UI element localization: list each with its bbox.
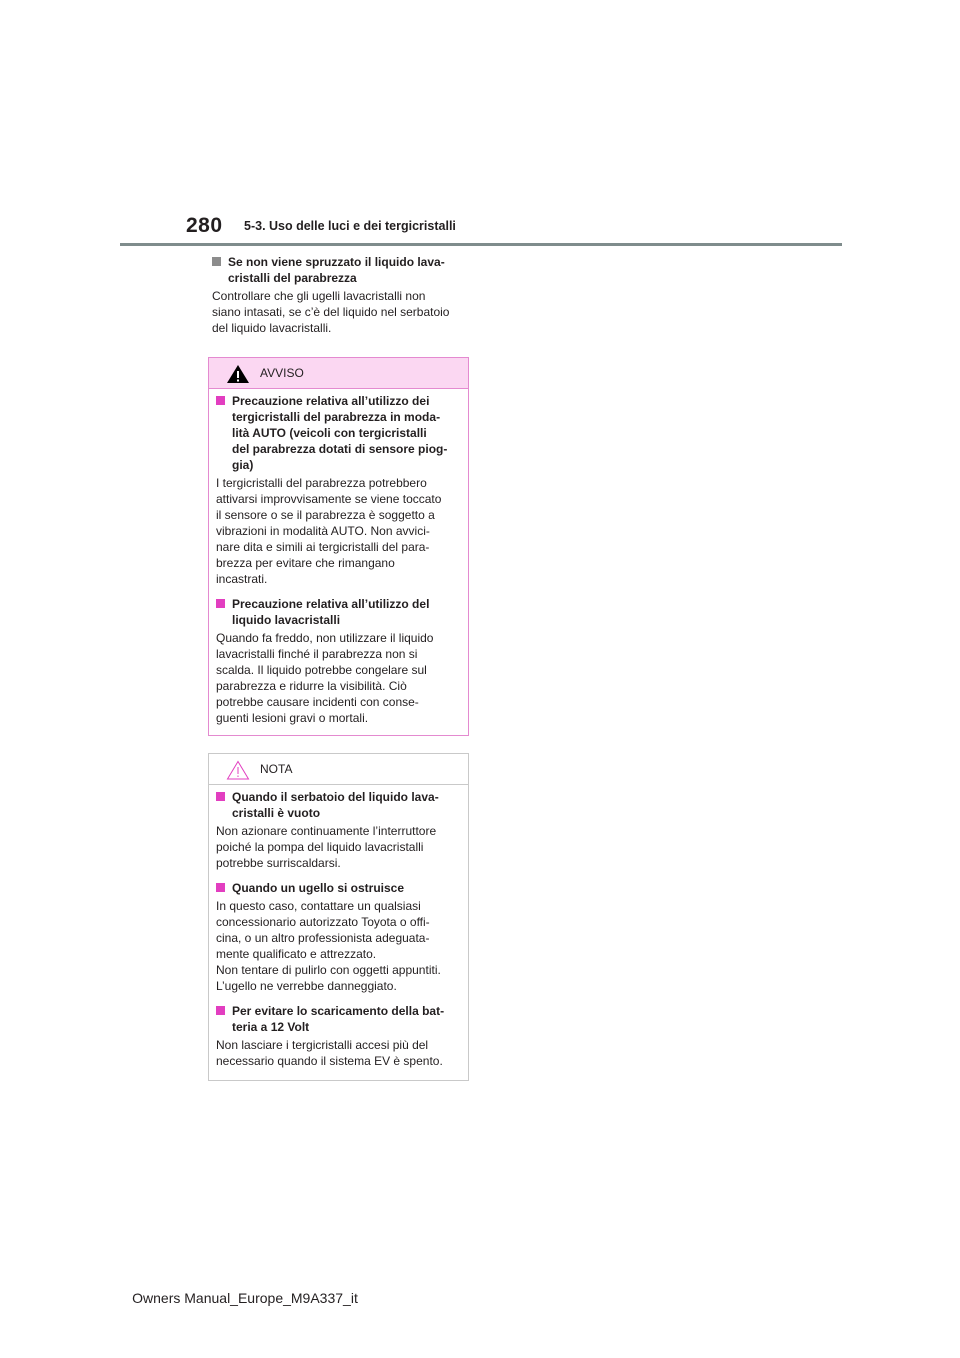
paragraph-line: brezza per evitare che rimangano [216, 556, 395, 570]
warning-item-heading [216, 596, 473, 628]
paragraph-line: vibrazioni in modalità AUTO. Non avvici- [216, 524, 430, 538]
heading-line: teria a 12 Volt [232, 1020, 310, 1034]
warning-item-paragraph [216, 475, 462, 587]
paragraph-line: incastrati. [216, 572, 268, 586]
note-item-paragraph [216, 1037, 462, 1069]
square-bullet-icon [212, 257, 221, 266]
paragraph-line: necessario quando il sistema EV è spento. [216, 1054, 443, 1068]
heading-line: Precauzione relativa all’utilizzo del [232, 597, 430, 611]
intro-heading [212, 254, 464, 286]
paragraph-line: siano intasati, se c’è del liquido nel serbatoio [212, 305, 450, 319]
note-item-paragraph [216, 898, 462, 994]
warning-box [208, 357, 469, 736]
warning-triangle-icon [226, 364, 250, 384]
square-bullet-icon [216, 396, 225, 405]
paragraph-line: Controllare che gli ugelli lavacristalli non [212, 289, 426, 303]
paragraph-line: Non lasciare i tergicristalli accesi più del [216, 1038, 429, 1052]
heading-line: cristalli del parabrezza [228, 271, 357, 285]
heading-line: gia) [232, 458, 254, 472]
paragraph-line: del liquido lavacristalli. [212, 321, 332, 335]
paragraph-line: lavacristalli finché il parabrezza non si [216, 647, 418, 661]
heading-line: cristalli è vuoto [232, 806, 321, 820]
note-title: NOTA [260, 762, 293, 776]
heading-line: Se non viene spruzzato il liquido lava- [228, 255, 445, 269]
warning-body [209, 389, 468, 726]
warning-title: AVVISO [260, 366, 304, 380]
paragraph-line: I tergicristalli del parabrezza potrebbero [216, 476, 427, 490]
warning-item-paragraph [216, 630, 462, 726]
footer-text: Owners Manual_Europe_M9A337_it [132, 1290, 358, 1306]
heading-line: del parabrezza dotati di sensore piog- [232, 442, 448, 456]
paragraph-line: potrebbe surriscaldarsi. [216, 856, 341, 870]
heading-line: Per evitare lo scaricamento della bat- [232, 1004, 445, 1018]
header-rule [120, 243, 842, 246]
intro-section [212, 254, 464, 336]
warning-item-heading [216, 393, 473, 473]
note-header [209, 754, 468, 785]
paragraph-line: Non tentare di pulirlo con oggetti appuntiti. [216, 963, 441, 977]
heading-line: Precauzione relativa all’utilizzo dei [232, 394, 430, 408]
warning-header [209, 358, 468, 389]
note-box [208, 753, 469, 1081]
paragraph-line: guenti lesioni gravi o mortali. [216, 711, 369, 725]
paragraph-line: Quando fa freddo, non utilizzare il liquido [216, 631, 434, 645]
note-item-paragraph [216, 823, 462, 871]
heading-line: lità AUTO (veicoli con tergicristalli [232, 426, 427, 440]
heading-line: Quando il serbatoio del liquido lava- [232, 790, 439, 804]
paragraph-line: attivarsi improvvisamente se viene toccato [216, 492, 442, 506]
section-title: 5-3. Uso delle luci e dei tergicristalli [244, 219, 456, 233]
footer [0, 1290, 960, 1306]
note-body [209, 785, 468, 1069]
note-item-heading [216, 880, 473, 896]
heading-line: tergicristalli del parabrezza in moda- [232, 410, 441, 424]
square-bullet-icon [216, 792, 225, 801]
paragraph-line: potrebbe causare incidenti con conse- [216, 695, 419, 709]
paragraph-line: L’ugello ne verrebbe danneggiato. [216, 979, 397, 993]
square-bullet-icon [216, 883, 225, 892]
paragraph-line: parabrezza e ridurre la visibilità. Ciò [216, 679, 407, 693]
intro-paragraph [212, 288, 464, 336]
paragraph-line: mente qualificato e attrezzato. [216, 947, 377, 961]
page-number: 280 [186, 214, 223, 237]
note-item-heading [216, 1003, 473, 1035]
paragraph-line: poiché la pompa del liquido lavacristalli [216, 840, 424, 854]
paragraph-line: In questo caso, contattare un qualsiasi [216, 899, 421, 913]
paragraph-line: scalda. Il liquido potrebbe congelare sul [216, 663, 427, 677]
paragraph-line: il sensore o se il parabrezza è soggetto a [216, 508, 435, 522]
square-bullet-icon [216, 1006, 225, 1015]
paragraph-line: concessionario autorizzato Toyota o offi- [216, 915, 430, 929]
square-bullet-icon [216, 599, 225, 608]
heading-line: Quando un ugello si ostruisce [232, 881, 405, 895]
heading-line: liquido lavacristalli [232, 613, 341, 627]
paragraph-line: Non azionare continuamente l’interruttore [216, 824, 437, 838]
paragraph-line: nare dita e simili ai tergicristalli del para- [216, 540, 430, 554]
caution-triangle-icon [226, 760, 250, 780]
paragraph-line: cina, o un altro professionista adeguata- [216, 931, 430, 945]
note-item-heading [216, 789, 473, 821]
